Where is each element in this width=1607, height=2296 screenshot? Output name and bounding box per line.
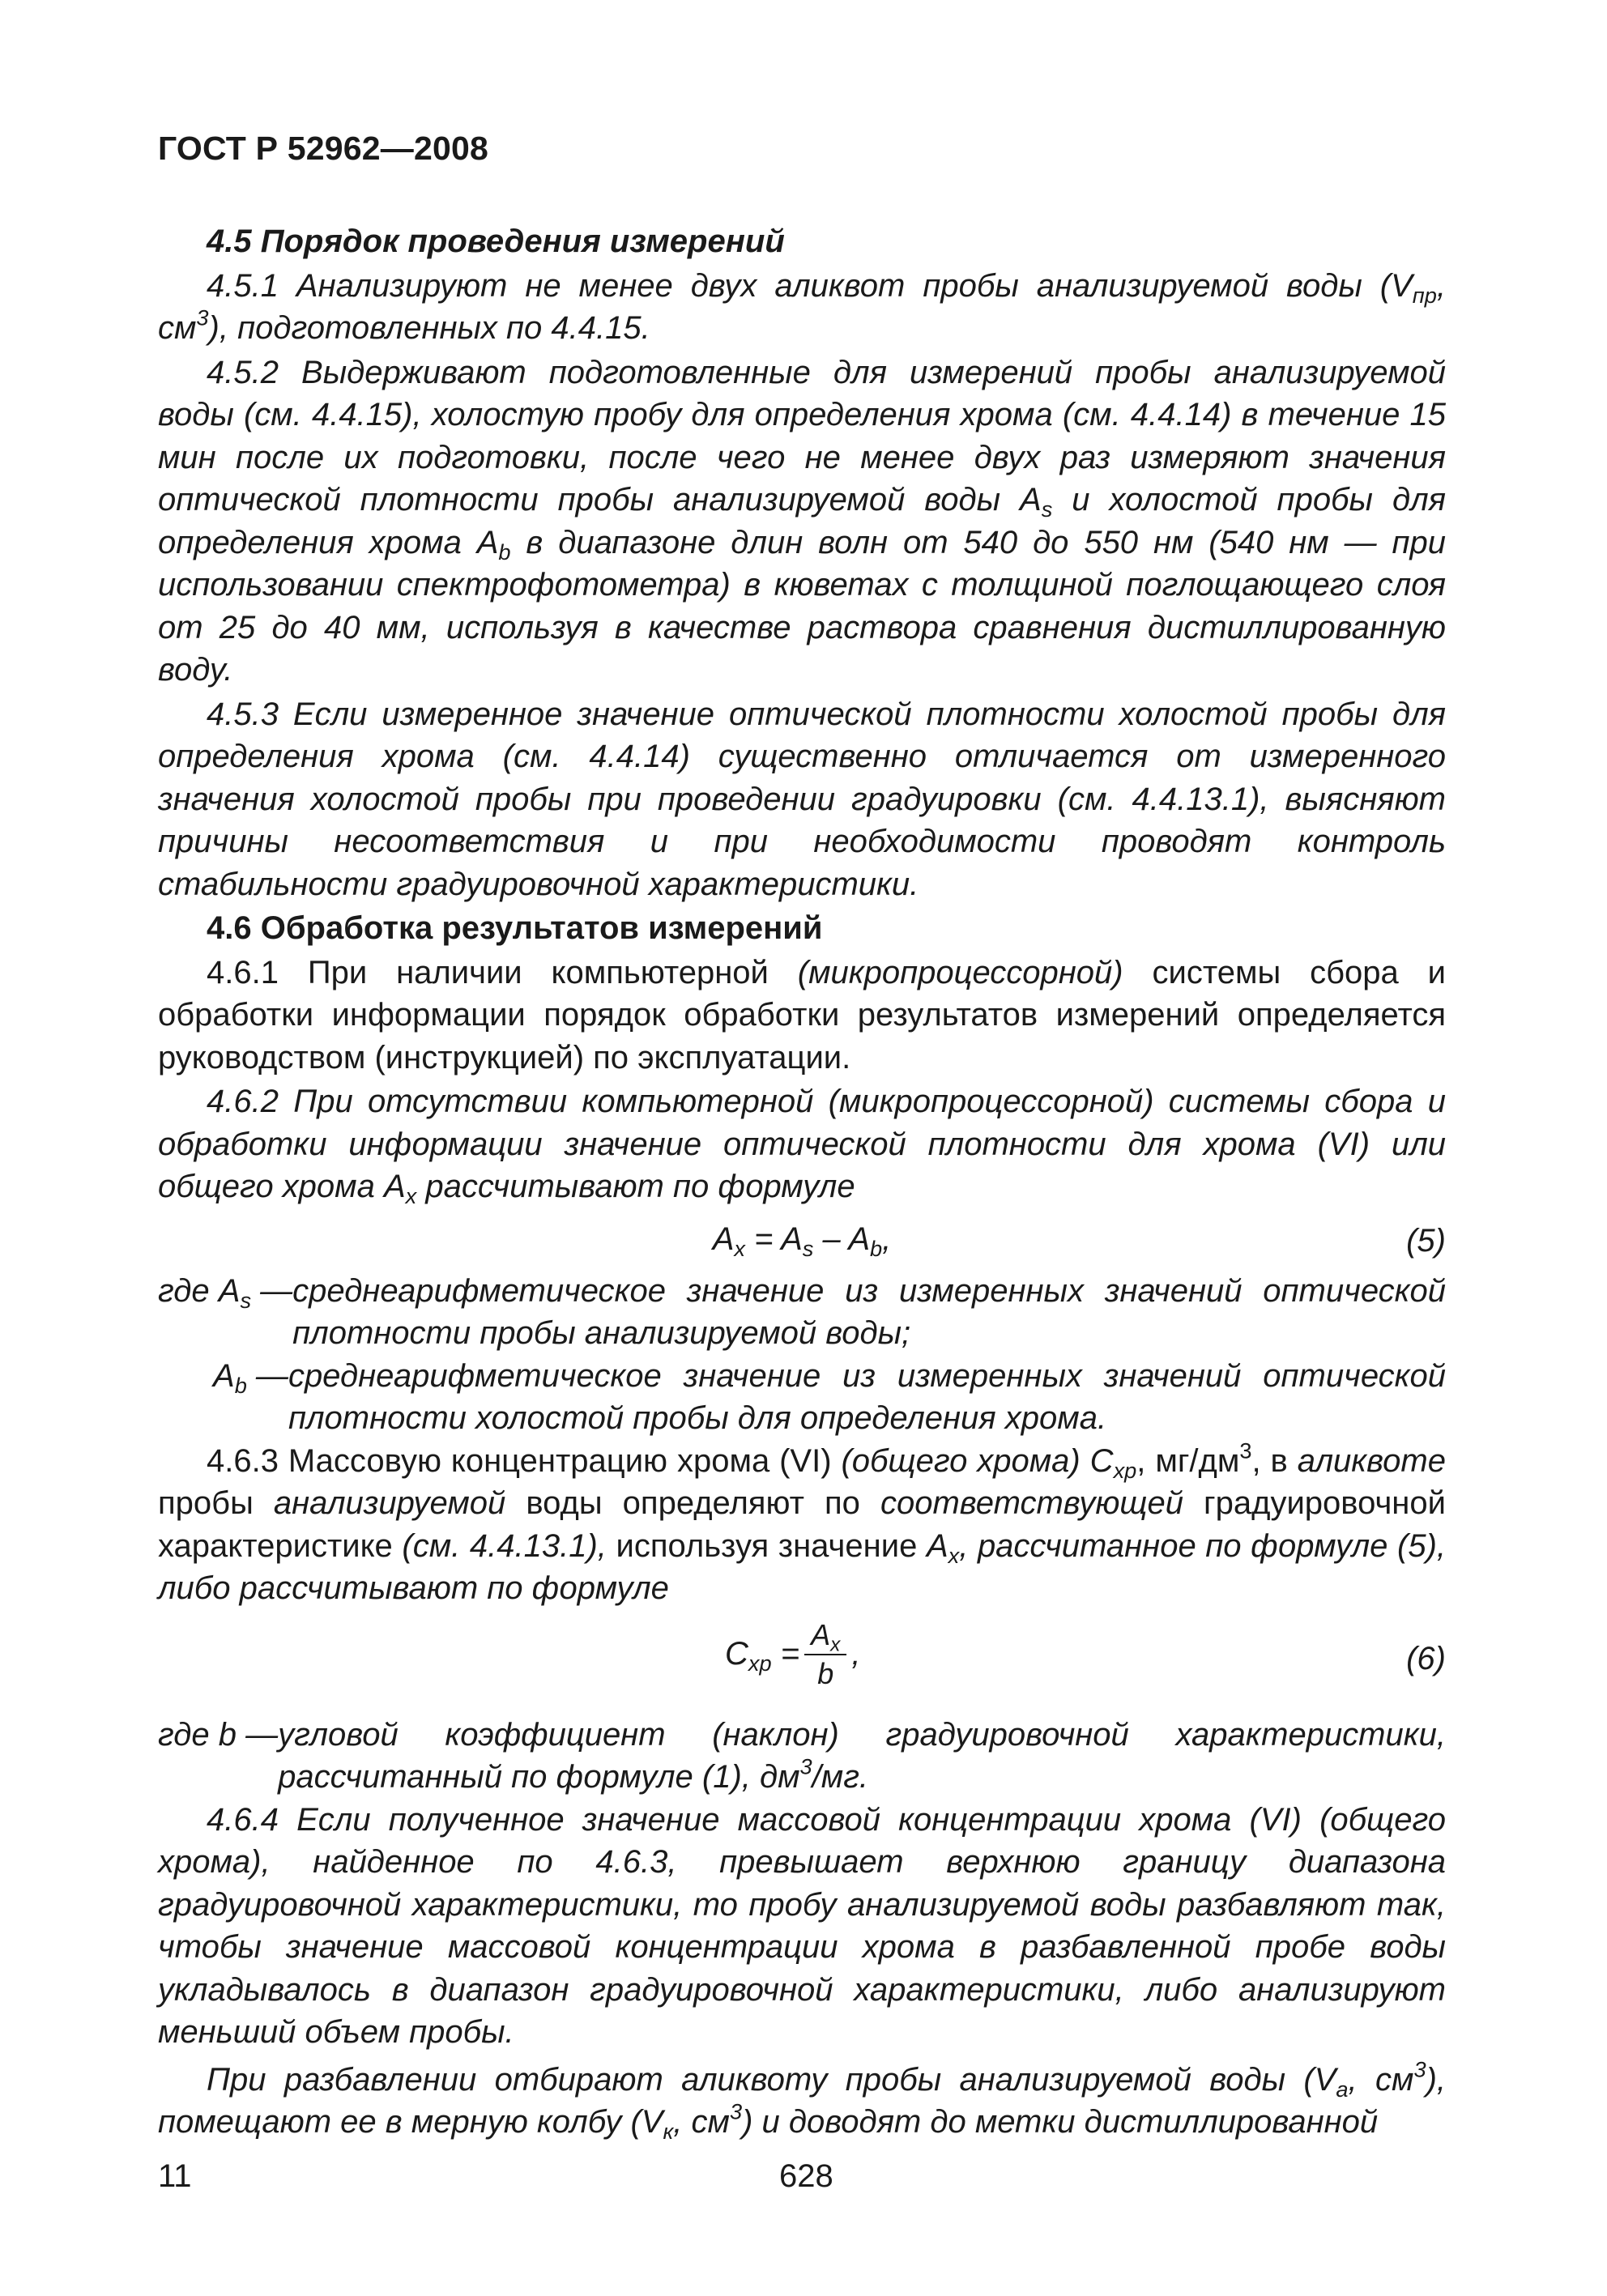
text-run: , см	[158, 267, 1446, 346]
where-ab	[158, 1355, 1446, 1440]
document-body	[158, 220, 1446, 2145]
text-run: 4.6.1 При наличии компьютерной	[207, 954, 798, 990]
text-run: системы сбора и обработки информации порядок обработки результатов измерений определяется руководством (инструкцией) по эксплуатации.	[158, 954, 1446, 1076]
text-run: , см	[673, 2104, 730, 2140]
where-as	[158, 1270, 1446, 1355]
text-run: A	[926, 1527, 948, 1564]
text-run: = A	[744, 1220, 803, 1257]
text-run: A	[213, 1357, 235, 1394]
text-run: градуировочной характеристике	[158, 1485, 1446, 1564]
text-run: При разбавлении отбирают аликвоту пробы анализируемой воды (V	[207, 2061, 1336, 2098]
where-label	[213, 1355, 288, 1440]
text-run: (микропроцессорной)	[797, 954, 1123, 990]
subscript: x	[734, 1235, 745, 1261]
text-run: A	[811, 1617, 831, 1651]
text-run: в диапазоне длин волн от 540 до 550 нм (540 нм — при использовании спектрофотометра) в кюветах с толщиной поглощающего слоя от 25 до 40 мм, используя в качестве раствора сравнения дистиллированную воду.	[158, 524, 1446, 688]
paragraph-4-5-2	[158, 351, 1446, 692]
text-run: ), помещают ее в мерную колбу (V	[158, 2061, 1446, 2140]
text-run: ,	[882, 1220, 892, 1257]
paragraph-4-6-4: 4.6.4 Если полученное значение массовой концентрации хрома (VI) (общего хрома), найденное по 4.6.3, превышает верхнюю границу диапазона градуировочной характеристики, то пробу анализируемой воды разбавляют так, чтобы значение массовой концентрации хрома в разбавленной пробе воды укладывалось в диапазон градуировочной характеристики, либо анализируют меньший объем пробы.	[158, 1801, 1446, 2050]
superscript: 3	[196, 305, 209, 330]
fraction-denominator: b	[817, 1656, 834, 1690]
superscript: 3	[729, 2098, 743, 2124]
paragraph-4-6-1	[158, 952, 1446, 1080]
text-run: ), подготовленных по 4.4.15.	[208, 310, 650, 346]
subscript: пр	[1412, 282, 1437, 308]
text-run: 4.5.1 Анализируют не менее двух аликвот пробы анализируемой воды (V	[207, 267, 1413, 304]
where-b	[158, 1714, 1446, 1799]
formula-5-expression	[158, 1218, 1446, 1261]
text-run: угловой коэффициент (наклон) градуировочной характеристики, рассчитанный по формуле (1), дм	[278, 1716, 1446, 1795]
subscript: b	[870, 1235, 883, 1261]
text-run: —	[246, 1357, 288, 1394]
text-run: где A	[158, 1272, 241, 1309]
section-heading-4-6: 4.6 Обработка результатов измерений	[207, 910, 823, 946]
paragraph-4-6-2	[158, 1080, 1446, 1208]
page-number-center: 628	[779, 2158, 833, 2194]
where-text: среднеарифметическое значение из измеренных значений оптической плотности холостой пробы для определения хрома.	[288, 1357, 1446, 1436]
text-run: анализируемой	[273, 1485, 506, 1521]
text-run: =	[771, 1636, 800, 1672]
text-run: , см	[1348, 2061, 1414, 2098]
section-heading-4-5: 4.5 Порядок проведения измерений	[207, 224, 785, 259]
text-run: рассчитывают по формуле	[416, 1169, 855, 1204]
text-run: 4.6.2 При отсутствии компьютерной (микропроцессорной) системы сбора и обработки информации значение оптической плотности для хрома (VI) или общего хрома A	[158, 1084, 1446, 1204]
text-run: , в	[1251, 1442, 1298, 1479]
formula-6-expression	[725, 1617, 860, 1693]
subscript: s	[240, 1287, 252, 1313]
formula-5	[158, 1213, 1446, 1267]
text-run: ) и доводят до метки дистиллированной	[742, 2104, 1379, 2140]
superscript: 3	[1413, 2056, 1426, 2082]
text-run: /мг.	[812, 1759, 869, 1795]
subscript: x	[948, 1542, 960, 1568]
text-run: , мг/дм	[1136, 1442, 1240, 1479]
subscript: x	[830, 1633, 841, 1655]
text-run: 4.6.3 Массовую концентрацию хрома (VI)	[207, 1442, 842, 1479]
fraction-numerator	[804, 1617, 846, 1655]
subscript: b	[234, 1372, 247, 1398]
formula-6-lhs	[725, 1633, 799, 1676]
text-run: пробы	[158, 1485, 274, 1521]
where-text	[278, 1714, 1446, 1799]
text-run: воды определяют по	[505, 1485, 880, 1521]
paragraph-4-5-3: 4.5.3 Если измеренное значение оптической плотности холостой пробы для определения хрома (см. 4.4.14) существенно отличается от измеренного значения холостой пробы при проведении градуировки (см. 4.4.13.1), выясняют причины несоответствия и при необходимости проводят контроль стабильности градуировочной характеристики.	[158, 696, 1446, 902]
paragraph-dilution	[158, 2056, 1446, 2145]
text-run: аликвоте	[1297, 1442, 1446, 1479]
text-run: (см. 4.4.13.1),	[402, 1527, 607, 1564]
text-run: – A	[813, 1220, 871, 1257]
subscript: хр	[748, 1651, 772, 1676]
subscript: s	[1041, 496, 1053, 522]
formula-6-number: (6)	[1406, 1640, 1446, 1676]
formula-5-number: (5)	[1406, 1222, 1446, 1259]
superscript: 3	[799, 1753, 812, 1779]
where-label	[158, 1270, 292, 1355]
page-number-left: 11	[158, 2158, 192, 2194]
text-run: A	[712, 1220, 735, 1257]
text-run: (общего хрома) C	[841, 1442, 1114, 1479]
text-run: —	[251, 1272, 293, 1309]
text-run: 4.5.2 Выдерживают подготовленные для измерений пробы анализируемой воды (см. 4.4.15), холостую пробу для определения хрома (см. 4.4.14) в течение 15 мин после их подготовки, после чего не менее двух раз измеряют значения оптической плотности пробы анализируемой воды A	[158, 354, 1446, 518]
paragraph-4-5-1	[158, 265, 1446, 350]
text-run: соответствующей	[880, 1485, 1183, 1521]
text-run: используя значение	[606, 1527, 927, 1564]
subscript: b	[498, 539, 511, 564]
formula-6	[158, 1613, 1446, 1709]
subscript: к	[663, 2119, 674, 2145]
subscript: x	[405, 1183, 417, 1209]
text-run: C	[725, 1636, 748, 1672]
text-run: и холостой пробы для определения хрома A	[158, 482, 1446, 560]
document-header: ГОСТ Р 52962—2008	[158, 130, 488, 167]
text-run: , рассчитанное по формуле (5), либо рассчитывают по формуле	[158, 1527, 1446, 1606]
formula-6-fraction	[804, 1617, 846, 1693]
paragraph-4-6-3	[158, 1440, 1446, 1610]
text-run: ,	[851, 1636, 861, 1672]
subscript: s	[802, 1235, 814, 1261]
subscript: а	[1336, 2076, 1349, 2102]
subscript: хр	[1113, 1457, 1137, 1483]
superscript: 3	[1239, 1438, 1252, 1463]
where-label: где b —	[158, 1716, 279, 1753]
where-text: среднеарифметическое значение из измеренных значений оптической плотности пробы анализируемой воды;	[292, 1272, 1446, 1351]
